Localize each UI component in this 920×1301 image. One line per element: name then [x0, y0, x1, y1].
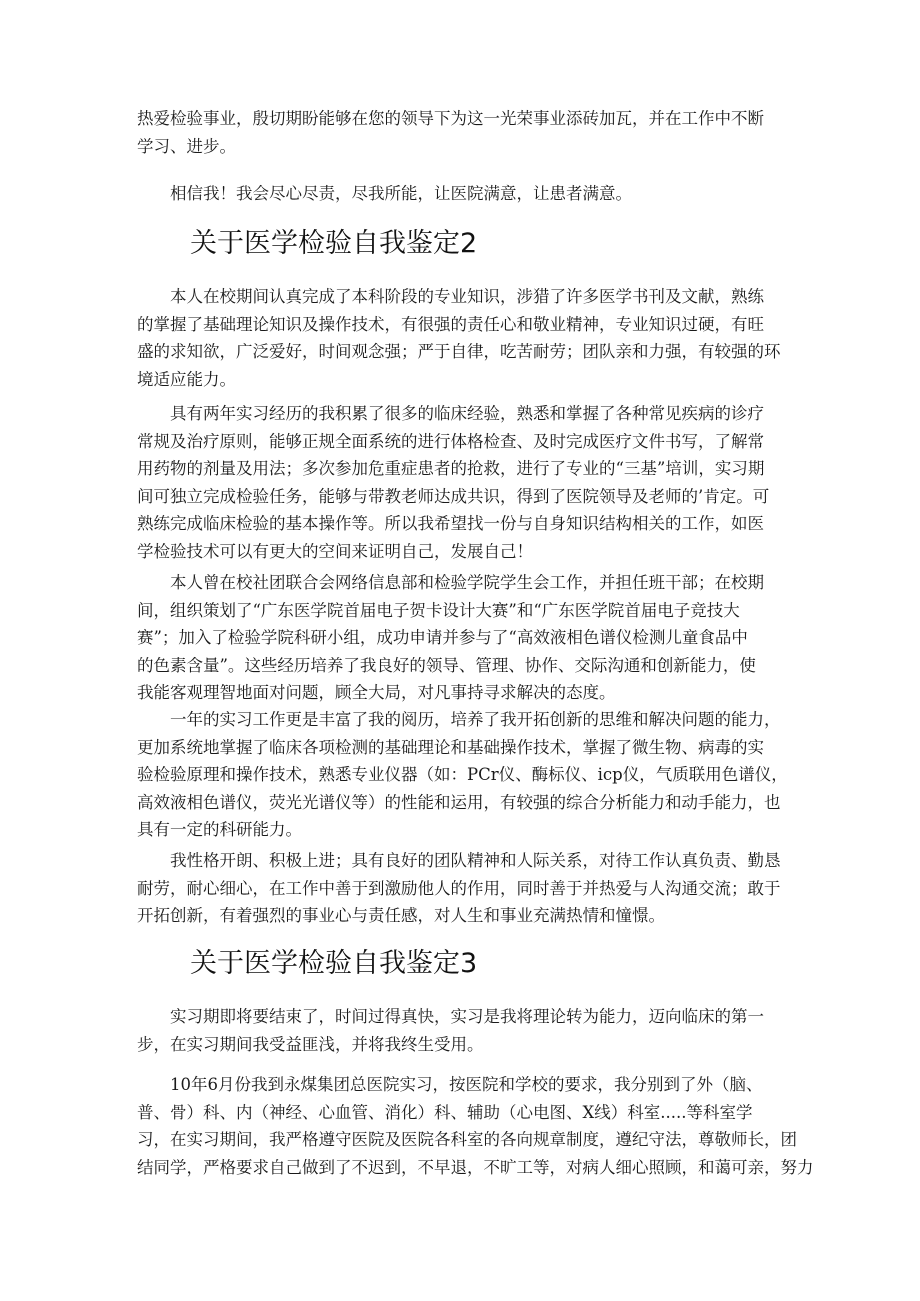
text-line: 10年6月份我到永煤集团总医院实习，按医院和学校的要求，我分别到了外（脑、	[137, 1075, 763, 1094]
text-line: 步，在实习期间我受益匪浅，并将我终生受用。	[137, 1034, 484, 1054]
text-line: 验检验原理和操作技术，熟悉专业仪器（如：PCr仪、酶标仪、icp仪，气质联用色谱仪，	[137, 765, 788, 784]
section-heading-2: 关于医学检验自我鉴定2	[190, 228, 478, 259]
text-line: 习，在实习期间，我严格遵守医院及医院各科室的各向规章制度，遵纪守法，尊敬师长，团	[137, 1130, 797, 1149]
text-line: 开拓创新，有着强烈的事业心与责任感，对人生和事业充满热情和憧憬。	[137, 906, 665, 925]
text-line: 本人曾在校社团联合会网络信息部和检验学院学生会工作，并担任班干部；在校期	[137, 573, 764, 592]
text-line: 实习期即将要结束了，时间过得真快，实习是我将理论转为能力，迈向临床的第一	[137, 1007, 764, 1026]
text-line: 热爱检验事业，殷切期盼能够在您的领导下为这一光荣事业添砖加瓦，并在工作中不断	[137, 109, 764, 128]
section-heading-3: 关于医学检验自我鉴定3	[190, 948, 478, 979]
paragraph-trust	[137, 180, 797, 208]
paragraph-s3-1	[137, 1003, 797, 1058]
text-line: 相信我！我会尽心尽责，尽我所能，让医院满意，让患者满意。	[137, 184, 632, 203]
text-line: 用药物的剂量及用法；多次参加危重症患者的抢救，进行了专业的“三基”培训，实习期	[137, 459, 765, 478]
paragraph-s2-3	[137, 569, 797, 707]
text-line: 盛的求知欲，广泛爱好，时间观念强；严于自律，吃苦耐劳；团队亲和力强，有较强的环	[137, 342, 781, 361]
text-line: 的掌握了基础理论知识及操作技术，有很强的责任心和敬业精神，专业知识过硬，有旺	[137, 314, 764, 334]
text-line: 学习、进步。	[137, 136, 236, 156]
text-line: 我能客观理智地面对问题，顾全大局，对凡事持寻求解决的态度。	[137, 683, 616, 702]
text-line: 具有一定的科研能力。	[137, 820, 302, 839]
paragraph-s2-1	[137, 283, 797, 393]
text-line: 结同学，严格要求自己做到了不迟到，不早退，不旷工等，对病人细心照顾，和蔼可亲，努力	[137, 1157, 814, 1177]
text-line: 境适应能力。	[137, 369, 236, 389]
text-line: 常规及治疗原则，能够正规全面系统的进行体格检查、及时完成医疗文件书写，了解常	[137, 431, 764, 451]
text-line: 的色素含量”。这些经历培养了我良好的领导、管理、协作、交际沟通和创新能力，使	[137, 655, 756, 675]
text-line: 本人在校期间认真完成了本科阶段的专业知识，涉猎了许多医学书刊及文献，熟练	[137, 287, 764, 306]
text-line: 更加系统地掌握了临床各项检测的基础理论和基础操作技术，掌握了微生物、病毒的实	[137, 737, 764, 757]
text-line: 具有两年实习经历的我积累了很多的临床经验，熟悉和掌握了各种常见疾病的诊疗	[137, 404, 764, 423]
paragraph-s2-2	[137, 400, 797, 565]
text-line: 一年的实习工作更是丰富了我的阅历，培养了我开拓创新的思维和解决问题的能力，	[137, 710, 781, 729]
text-line: 熟练完成临床检验的基本操作等。所以我希望找一份与自身知识结构相关的工作，如医	[137, 514, 764, 533]
paragraph-s2-4	[137, 706, 797, 844]
text-line: 耐劳，耐心细心，在工作中善于到激励他人的作用，同时善于并热爱与人沟通交流；敢于	[137, 878, 781, 898]
text-line: 间，组织策划了“广东医学院首届电子贺卡设计大赛”和“广东医学院首届电子竞技大	[137, 600, 740, 620]
text-line: 我性格开朗、积极上进；具有良好的团队精神和人际关系，对待工作认真负责、勤恳	[137, 851, 781, 870]
paragraph-s2-5	[137, 847, 797, 930]
text-line: 赛”；加入了检验学院科研小组，成功申请并参与了“高效液相色谱仪检测儿童食品中	[137, 628, 748, 647]
text-line: 学检验技术可以有更大的空间来证明自己，发展自己！	[137, 541, 533, 561]
paragraph-s3-2	[137, 1071, 814, 1181]
text-line: 高效液相色谱仪，荧光光谱仪等）的性能和运用，有较强的综合分析能力和动手能力，也	[137, 792, 781, 812]
paragraph-intro-end	[137, 105, 797, 160]
text-line: 间可独立完成检验任务，能够与带教老师达成共识，得到了医院领导及老师的’肯定。可	[137, 486, 770, 506]
text-line: 普、骨）科、内（神经、心血管、消化）科、辅助（心电图、X线）科室.....等科室学	[137, 1102, 753, 1122]
